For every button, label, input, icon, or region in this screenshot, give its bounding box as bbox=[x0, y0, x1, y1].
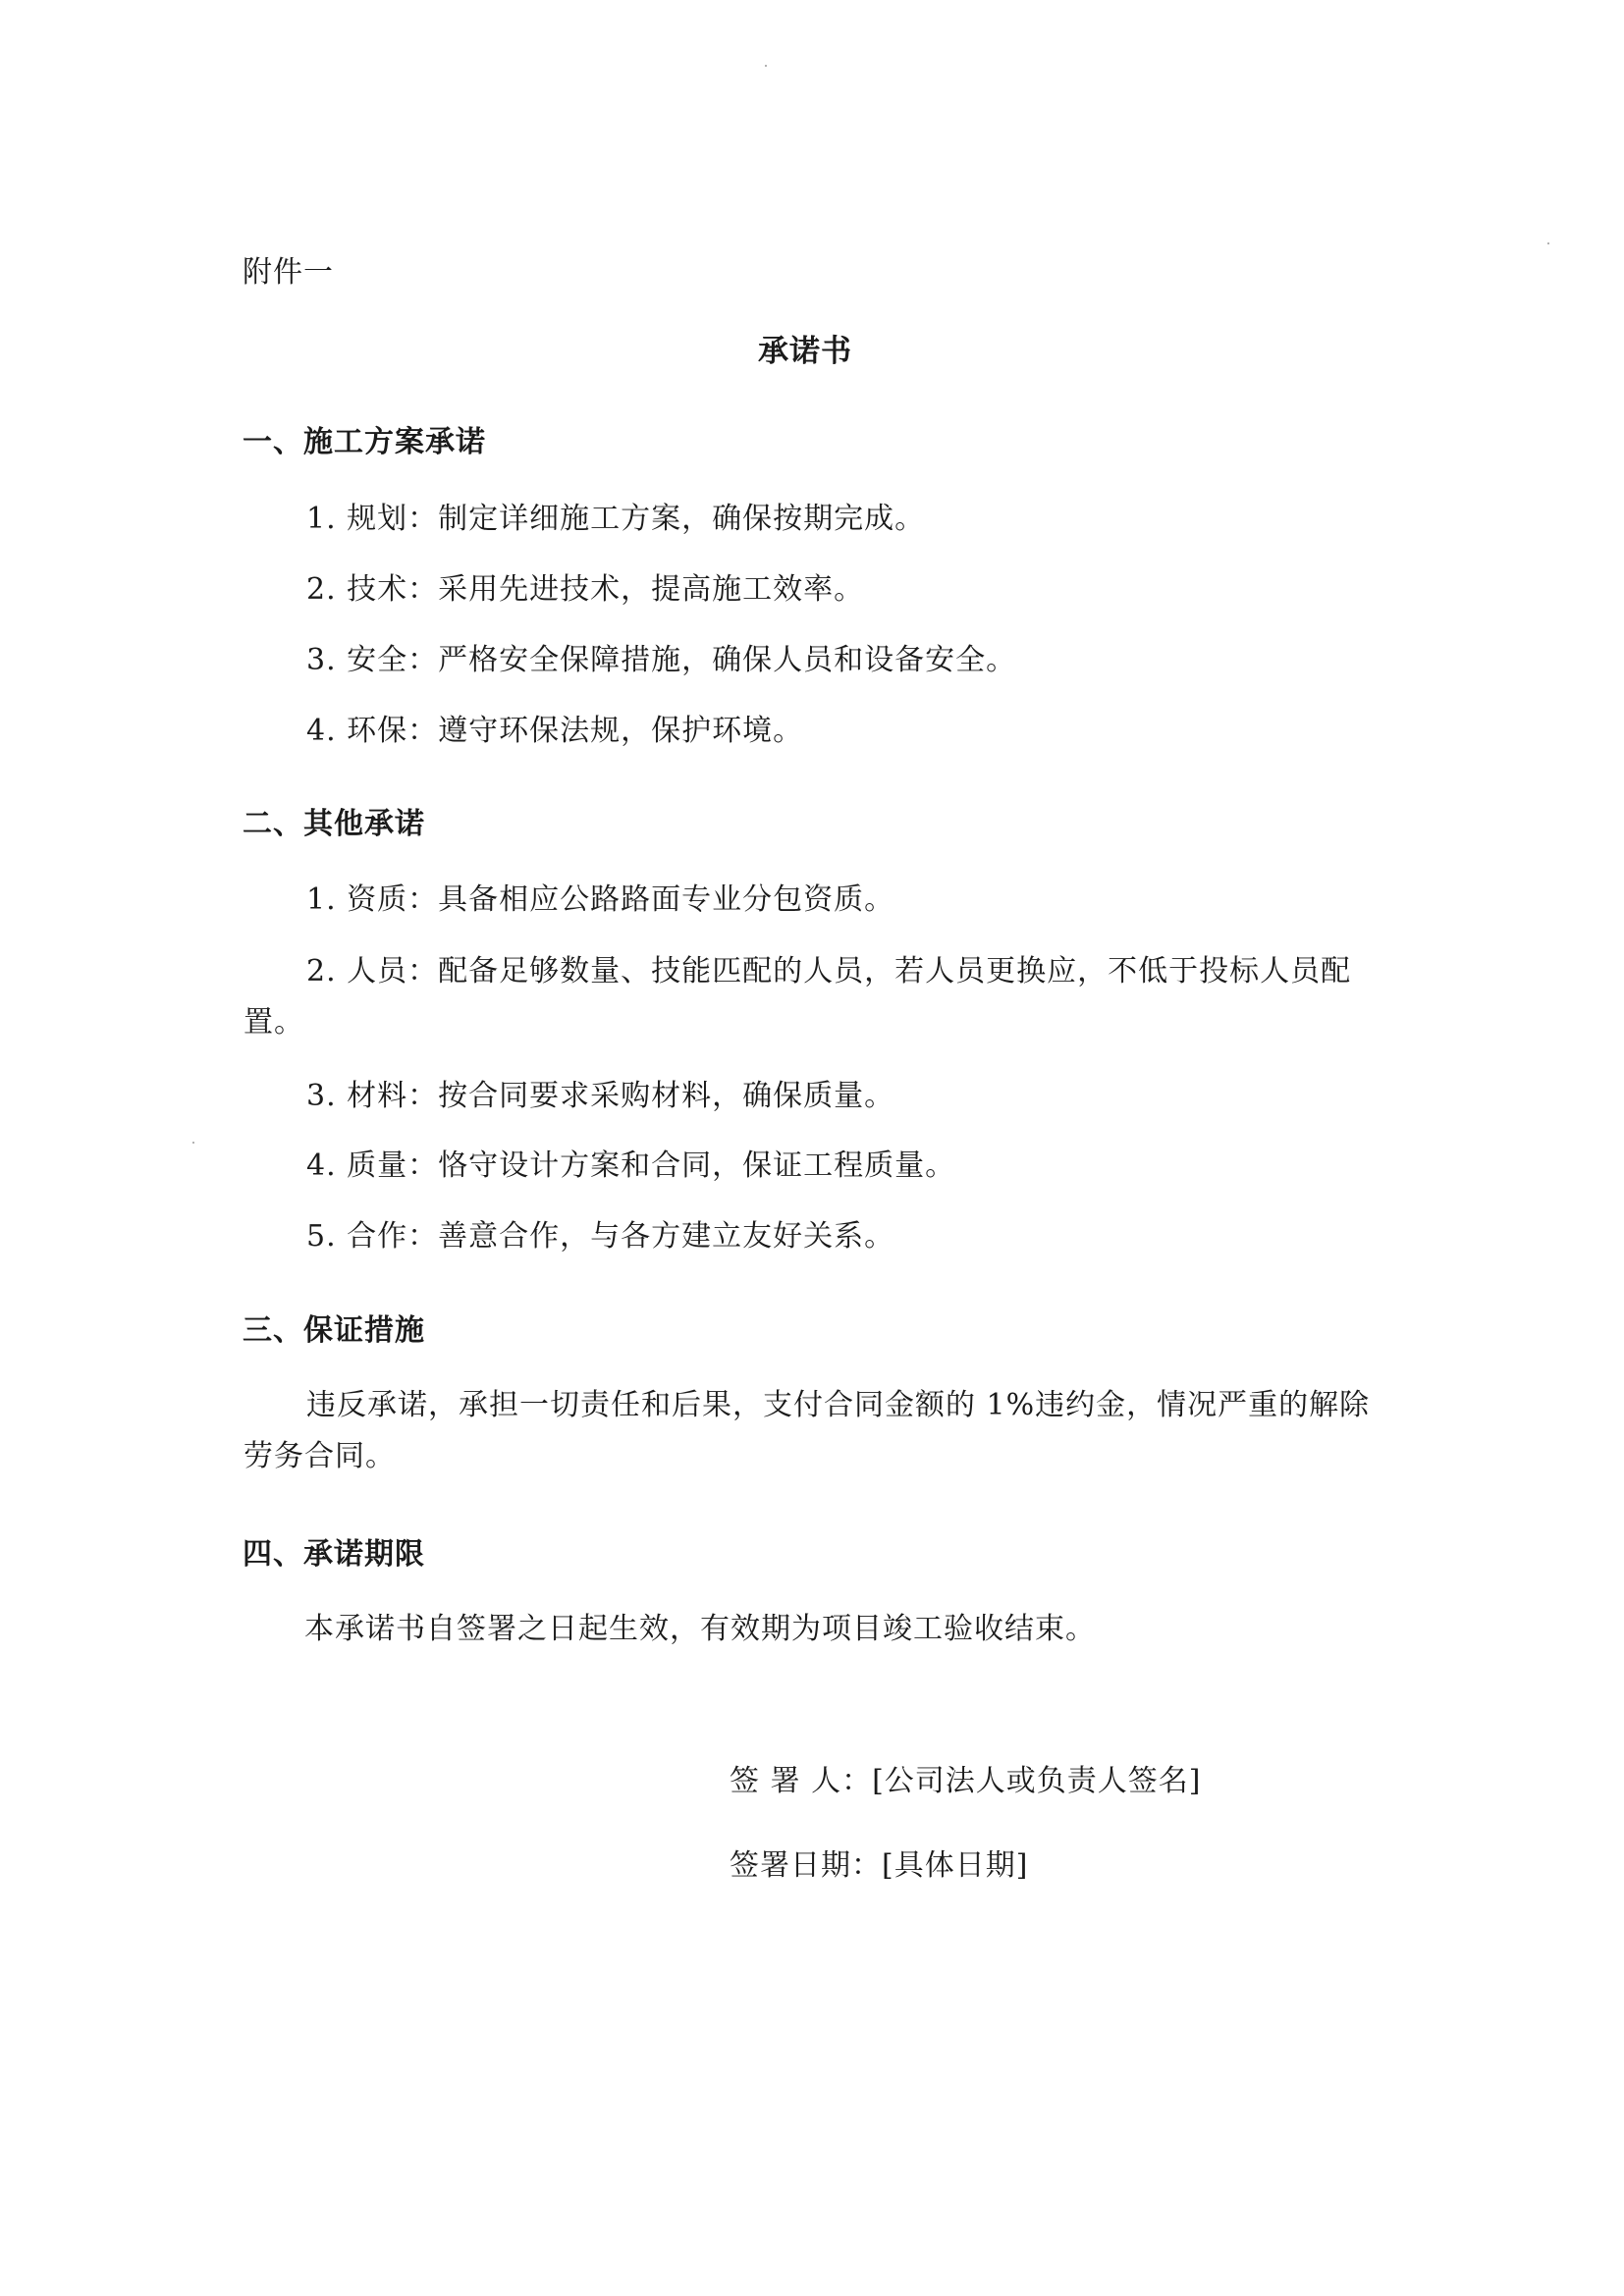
list-item: 5. 合作：善意合作，与各方建立友好关系。 bbox=[306, 1219, 895, 1254]
list-item: 3. 安全：严格安全保障措施，确保人员和设备安全。 bbox=[306, 643, 1017, 677]
list-item: 2. 技术：采用先进技术，提高施工效率。 bbox=[306, 572, 865, 607]
scan-speck bbox=[765, 65, 767, 67]
sign-date-line: 签署日期：[具体日期] bbox=[730, 1848, 1029, 1883]
section-heading: 一、施工方案承诺 bbox=[243, 425, 486, 459]
list-item: 1. 资质：具备相应公路路面专业分包资质。 bbox=[306, 882, 895, 917]
list-item: 1. 规划：制定详细施工方案，确保按期完成。 bbox=[306, 502, 926, 536]
document-title: 承诺书 bbox=[758, 334, 852, 369]
section-heading: 四、承诺期限 bbox=[243, 1537, 425, 1572]
list-item-wrapped: 2. 人员：配备足够数量、技能匹配的人员，若人员更换应，不低于投标人员配置。 bbox=[244, 954, 1352, 1040]
scan-speck bbox=[192, 1142, 194, 1144]
attachment-label: 附件一 bbox=[243, 255, 334, 290]
list-item: 3. 材料：按合同要求采购材料，确保质量。 bbox=[306, 1079, 895, 1113]
section-paragraph: 本承诺书自签署之日起生效，有效期为项目竣工验收结束。 bbox=[304, 1612, 1096, 1646]
signer-line: 签 署 人：[公司法人或负责人签名] bbox=[730, 1764, 1202, 1798]
list-item: 4. 环保：遵守环保法规，保护环境。 bbox=[306, 714, 804, 748]
section-heading: 二、其他承诺 bbox=[243, 807, 425, 841]
section-paragraph: 违反承诺，承担一切责任和后果，支付合同金额的 1%违约金，情况严重的解除劳务合同。 bbox=[244, 1388, 1371, 1473]
section-heading: 三、保证措施 bbox=[243, 1313, 425, 1348]
scan-speck bbox=[1547, 242, 1549, 244]
list-item: 4. 质量：恪守设计方案和合同，保证工程质量。 bbox=[306, 1148, 956, 1183]
